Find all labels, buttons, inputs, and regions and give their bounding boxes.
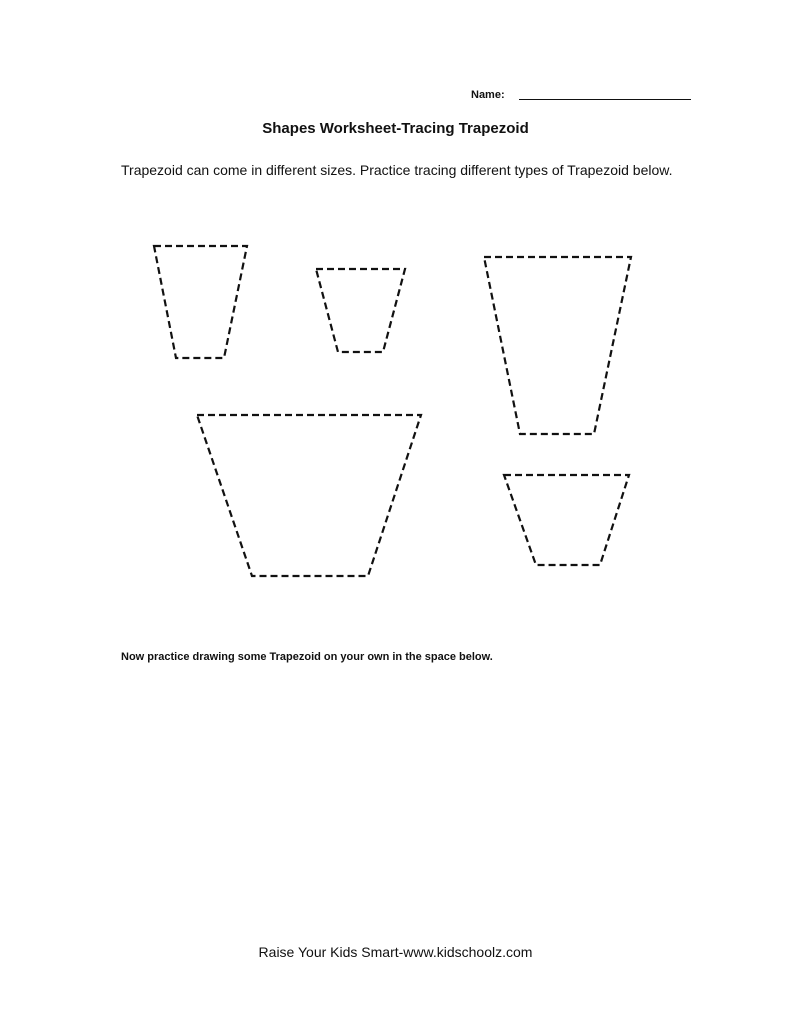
footer-credit: Raise Your Kids Smart-www.kidschoolz.com bbox=[258, 944, 533, 960]
practice-instruction: Now practice drawing some Trapezoid on your own in the space below. bbox=[121, 651, 493, 663]
trapezoid-medium[interactable] bbox=[504, 475, 629, 565]
trapezoid-small-1[interactable] bbox=[154, 246, 247, 358]
intro-text: Trapezoid can come in different sizes. Practice tracing different types of Trapezoid below. bbox=[121, 162, 673, 178]
trapezoid-small-2[interactable] bbox=[316, 269, 405, 352]
worksheet-title: Shapes Worksheet-Tracing Trapezoid bbox=[262, 120, 529, 137]
name-label: Name: bbox=[471, 89, 505, 101]
trapezoid-tall[interactable] bbox=[484, 257, 631, 434]
trapezoid-large[interactable] bbox=[197, 415, 421, 576]
